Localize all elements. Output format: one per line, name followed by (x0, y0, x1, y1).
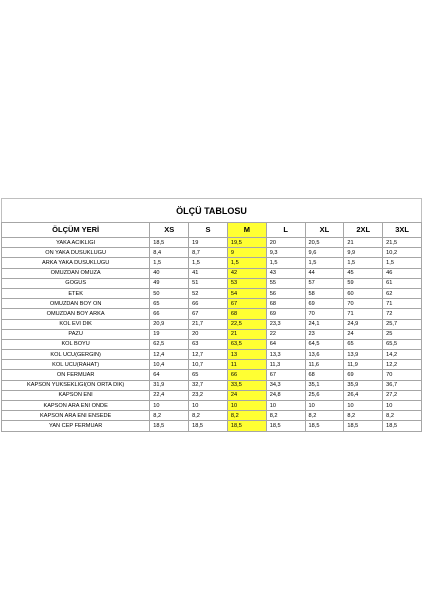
size-value: 11,3 (266, 360, 305, 370)
table-row (2, 360, 422, 370)
size-value: 12,4 (150, 350, 189, 360)
column-header-size: XL (305, 223, 344, 238)
column-header-size: S (189, 223, 228, 238)
size-value: 51 (189, 278, 228, 288)
size-value: 65 (189, 370, 228, 380)
size-value: 8,2 (189, 411, 228, 421)
measurement-label: KAPSON ARA ENI ONDE (2, 401, 150, 411)
size-value: 57 (305, 278, 344, 288)
size-value: 72 (383, 309, 422, 319)
size-value: 10,4 (150, 360, 189, 370)
size-value: 45 (344, 268, 383, 278)
size-value: 66 (150, 309, 189, 319)
size-value: 32,7 (189, 380, 228, 390)
size-value: 18,5 (383, 421, 422, 431)
table-row (2, 268, 422, 278)
table-row (2, 411, 422, 421)
size-value: 13,6 (305, 350, 344, 360)
size-value: 54 (227, 288, 266, 298)
size-value: 24,9 (344, 319, 383, 329)
size-value: 19,5 (227, 238, 266, 248)
size-value: 1,5 (189, 258, 228, 268)
table-row (2, 380, 422, 390)
size-value: 60 (344, 288, 383, 298)
size-value: 18,5 (150, 238, 189, 248)
measurement-label: PAZU (2, 329, 150, 339)
size-value: 20,9 (150, 319, 189, 329)
measurement-label: OMUZDAN BOY ARKA (2, 309, 150, 319)
size-value: 34,3 (266, 380, 305, 390)
size-value: 10 (266, 401, 305, 411)
size-value: 8,7 (189, 248, 228, 258)
table-row (2, 288, 422, 298)
size-value: 22,5 (227, 319, 266, 329)
size-value: 21 (344, 238, 383, 248)
measurement-label: KOL BOYU (2, 339, 150, 349)
size-chart (1, 198, 422, 432)
size-value: 31,9 (150, 380, 189, 390)
size-value: 22 (266, 329, 305, 339)
size-value: 62 (383, 288, 422, 298)
size-value: 68 (266, 299, 305, 309)
table-row (2, 319, 422, 329)
size-value: 8,4 (150, 248, 189, 258)
size-value: 35,9 (344, 380, 383, 390)
size-value: 10,7 (189, 360, 228, 370)
size-value: 9,6 (305, 248, 344, 258)
size-value: 66 (189, 299, 228, 309)
size-value: 67 (227, 299, 266, 309)
size-value: 63,5 (227, 339, 266, 349)
size-value: 1,5 (227, 258, 266, 268)
measurement-label: OMUZDAN BOY ON (2, 299, 150, 309)
table-body (2, 238, 422, 432)
size-value: 1,5 (344, 258, 383, 268)
size-value: 10 (150, 401, 189, 411)
size-value: 10 (189, 401, 228, 411)
size-value: 52 (189, 288, 228, 298)
size-value: 49 (150, 278, 189, 288)
size-value: 67 (189, 309, 228, 319)
size-value: 70 (344, 299, 383, 309)
size-value: 25,7 (383, 319, 422, 329)
size-value: 22,4 (150, 390, 189, 400)
size-value: 21,5 (383, 238, 422, 248)
size-value: 11,6 (305, 360, 344, 370)
size-value: 24 (227, 390, 266, 400)
size-value: 65 (344, 339, 383, 349)
size-value: 68 (305, 370, 344, 380)
size-value: 26,4 (344, 390, 383, 400)
size-value: 71 (383, 299, 422, 309)
size-value: 20 (266, 238, 305, 248)
size-value: 9 (227, 248, 266, 258)
column-header-size: XS (150, 223, 189, 238)
column-header-size: M (227, 223, 266, 238)
measurement-label: KAPSON YUKSEKLIGI(ON ORTA DIK) (2, 380, 150, 390)
size-table (1, 222, 422, 432)
measurement-label: ON YAKA DUSUKLUGU (2, 248, 150, 258)
size-value: 24,1 (305, 319, 344, 329)
size-value: 64 (150, 370, 189, 380)
size-value: 70 (383, 370, 422, 380)
size-value: 14,2 (383, 350, 422, 360)
measurement-label: ON FERMUAR (2, 370, 150, 380)
table-row (2, 238, 422, 248)
measurement-label: KOL UCU(RAHAT) (2, 360, 150, 370)
size-value: 10 (305, 401, 344, 411)
size-value: 18,5 (266, 421, 305, 431)
size-value: 62,5 (150, 339, 189, 349)
size-value: 24,8 (266, 390, 305, 400)
size-value: 12,2 (383, 360, 422, 370)
size-value: 13 (227, 350, 266, 360)
size-value: 1,5 (305, 258, 344, 268)
size-value: 11 (227, 360, 266, 370)
size-value: 1,5 (150, 258, 189, 268)
table-row (2, 248, 422, 258)
table-row (2, 401, 422, 411)
size-value: 65,5 (383, 339, 422, 349)
size-value: 59 (344, 278, 383, 288)
size-value: 10 (344, 401, 383, 411)
size-chart-title: ÖLÇÜ TABLOSU (1, 198, 422, 222)
size-value: 20,5 (305, 238, 344, 248)
column-header-size: L (266, 223, 305, 238)
size-value: 19 (150, 329, 189, 339)
size-value: 11,9 (344, 360, 383, 370)
size-value: 8,2 (227, 411, 266, 421)
measurement-label: ARKA YAKA DUSUKLUGU (2, 258, 150, 268)
table-row (2, 329, 422, 339)
size-value: 8,2 (150, 411, 189, 421)
size-value: 66 (227, 370, 266, 380)
size-value: 69 (266, 309, 305, 319)
measurement-label: OMUZDAN OMUZA (2, 268, 150, 278)
size-value: 67 (266, 370, 305, 380)
size-value: 69 (344, 370, 383, 380)
size-value: 55 (266, 278, 305, 288)
table-row (2, 370, 422, 380)
measurement-label: KOL UCU(GERGIN) (2, 350, 150, 360)
table-row (2, 350, 422, 360)
size-value: 20 (189, 329, 228, 339)
size-value: 42 (227, 268, 266, 278)
size-value: 8,2 (344, 411, 383, 421)
size-value: 53 (227, 278, 266, 288)
size-value: 9,3 (266, 248, 305, 258)
measurement-label: GOGUS (2, 278, 150, 288)
size-value: 33,5 (227, 380, 266, 390)
table-row (2, 299, 422, 309)
size-value: 10 (227, 401, 266, 411)
size-value: 18,5 (344, 421, 383, 431)
size-value: 40 (150, 268, 189, 278)
size-value: 46 (383, 268, 422, 278)
column-header-size: 2XL (344, 223, 383, 238)
size-value: 13,3 (266, 350, 305, 360)
measurement-label: KOL EVI DIK (2, 319, 150, 329)
measurement-label: YAKA ACIKLIGI (2, 238, 150, 248)
header-row (2, 223, 422, 238)
size-value: 44 (305, 268, 344, 278)
size-value: 19 (189, 238, 228, 248)
size-value: 10 (383, 401, 422, 411)
size-value: 8,2 (266, 411, 305, 421)
table-row (2, 309, 422, 319)
size-value: 21,7 (189, 319, 228, 329)
size-value: 70 (305, 309, 344, 319)
size-value: 65 (150, 299, 189, 309)
size-value: 18,5 (189, 421, 228, 431)
size-value: 24 (344, 329, 383, 339)
size-value: 8,2 (383, 411, 422, 421)
size-value: 1,5 (383, 258, 422, 268)
size-value: 64 (266, 339, 305, 349)
size-value: 43 (266, 268, 305, 278)
size-value: 12,7 (189, 350, 228, 360)
size-value: 68 (227, 309, 266, 319)
size-value: 23,2 (189, 390, 228, 400)
size-value: 56 (266, 288, 305, 298)
size-value: 27,2 (383, 390, 422, 400)
size-value: 69 (305, 299, 344, 309)
size-value: 13,9 (344, 350, 383, 360)
size-value: 35,1 (305, 380, 344, 390)
size-value: 9,9 (344, 248, 383, 258)
size-value: 8,2 (305, 411, 344, 421)
table-row (2, 421, 422, 431)
size-value: 18,5 (150, 421, 189, 431)
size-value: 25 (383, 329, 422, 339)
size-value: 25,6 (305, 390, 344, 400)
column-header-measure: ÖLÇÜM YERİ (2, 223, 150, 238)
size-value: 71 (344, 309, 383, 319)
size-value: 18,5 (305, 421, 344, 431)
size-value: 63 (189, 339, 228, 349)
measurement-label: ETEK (2, 288, 150, 298)
size-value: 58 (305, 288, 344, 298)
size-value: 1,5 (266, 258, 305, 268)
table-row (2, 339, 422, 349)
column-header-size: 3XL (383, 223, 422, 238)
measurement-label: KAPSON ARA ENI ENSEDE (2, 411, 150, 421)
size-value: 36,7 (383, 380, 422, 390)
measurement-label: KAPSON ENI (2, 390, 150, 400)
size-value: 64,5 (305, 339, 344, 349)
table-row (2, 390, 422, 400)
size-value: 23 (305, 329, 344, 339)
size-value: 41 (189, 268, 228, 278)
size-value: 61 (383, 278, 422, 288)
size-value: 18,5 (227, 421, 266, 431)
table-row (2, 278, 422, 288)
size-value: 50 (150, 288, 189, 298)
table-row (2, 258, 422, 268)
size-value: 10,2 (383, 248, 422, 258)
size-value: 21 (227, 329, 266, 339)
measurement-label: YAN CEP FERMUAR (2, 421, 150, 431)
size-value: 23,3 (266, 319, 305, 329)
